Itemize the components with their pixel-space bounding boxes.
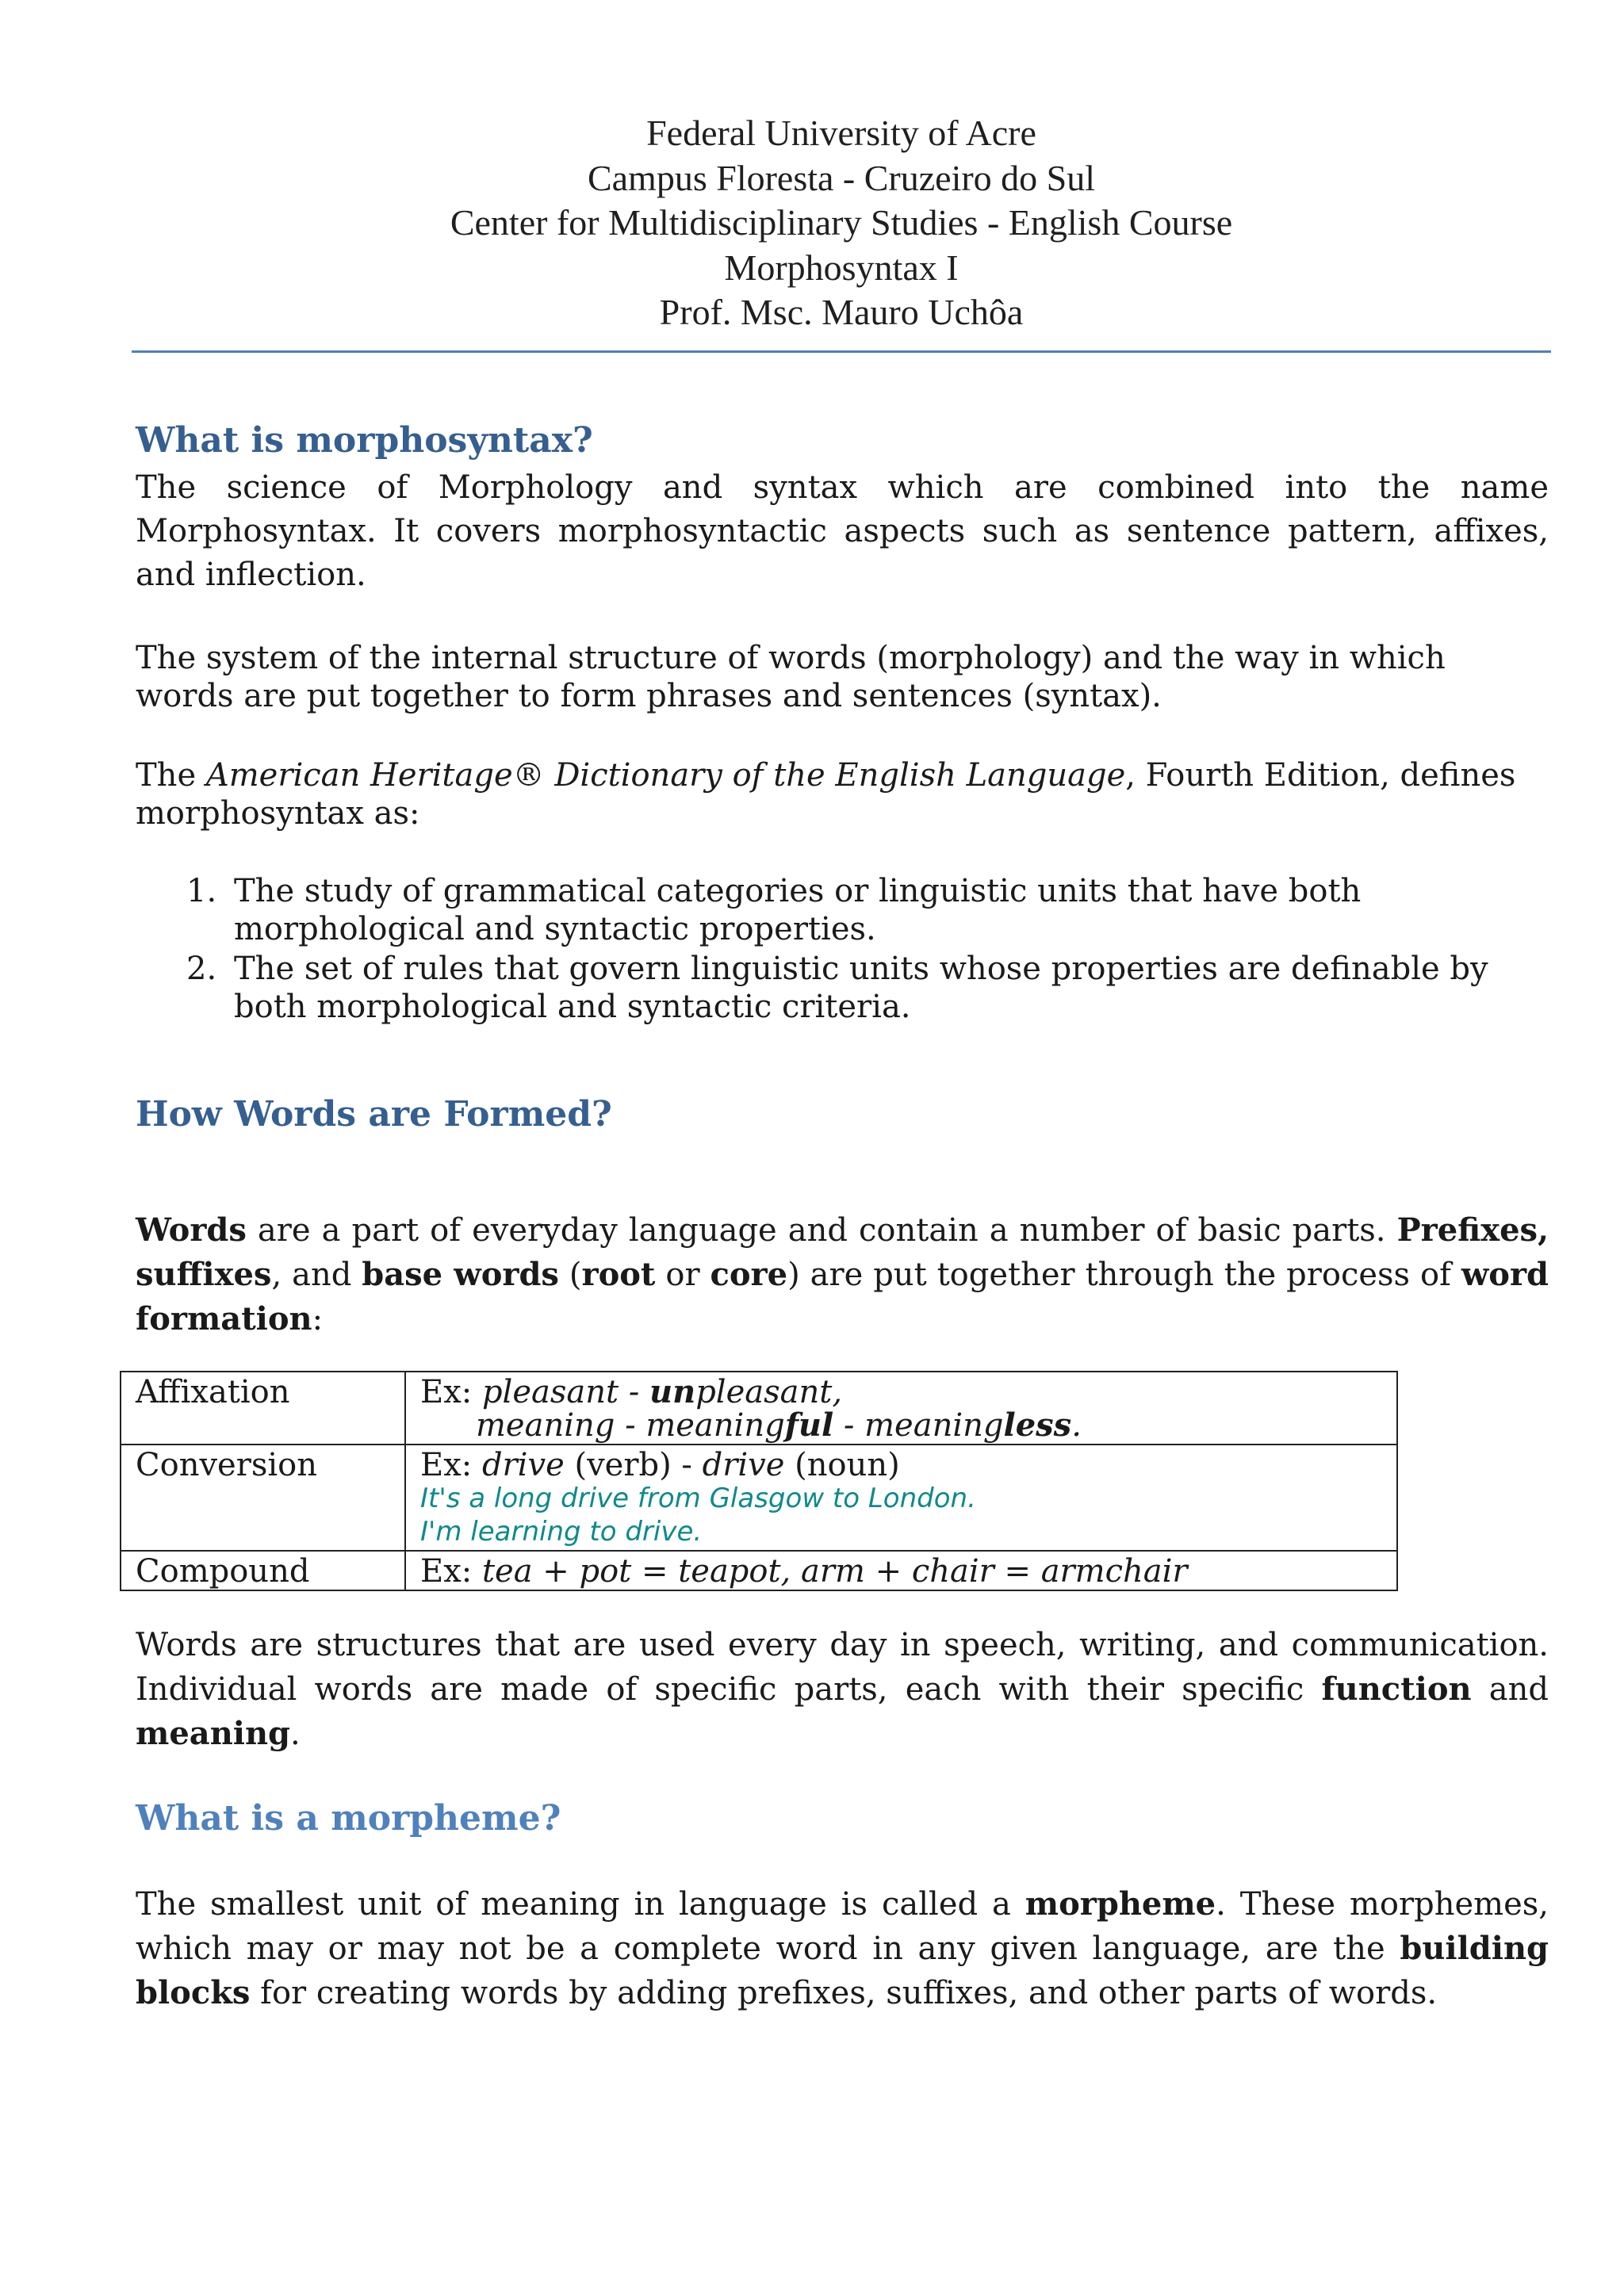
table-row	[121, 1551, 1397, 1590]
text-run: meaning - meaning	[476, 1407, 785, 1444]
document-header	[132, 111, 1551, 335]
paragraph-word-formation	[136, 1208, 1549, 1341]
table-cell-label: Conversion	[121, 1445, 405, 1551]
bold-word-formation: word formation	[136, 1256, 1549, 1337]
bold-affix-ful: ful	[784, 1406, 834, 1444]
bold-function: function	[1321, 1670, 1472, 1708]
list-item	[136, 950, 1549, 1026]
text-run: ) are put together through the process of	[787, 1257, 1461, 1293]
paragraph-morpheme	[136, 1882, 1549, 2015]
conversion-line-1	[420, 1448, 1382, 1482]
text-run: are a part of everyday language and contain a number of basic parts.	[246, 1212, 1397, 1249]
text-run: (verb) -	[564, 1447, 703, 1483]
text-run: for creating words by adding prefixes, suffixes, and other parts of words.	[250, 1975, 1438, 2011]
text-run: . These morphemes, which may or may not be a complete word in any given language, are the	[136, 1886, 1549, 1967]
bold-base-words: base words	[362, 1256, 559, 1293]
center-course: Center for Multidisciplinary Studies - English Course	[450, 202, 1233, 243]
bold-building-blocks: building blocks	[136, 1930, 1549, 2011]
paragraph-word-structures	[136, 1624, 1549, 1756]
text-run: The smallest unit of meaning in language is called a	[136, 1886, 1025, 1923]
list-number: 2.	[186, 951, 217, 987]
dictionary-title: American Heritage® Dictionary of the English Language	[205, 757, 1126, 794]
ex-prefix: Ex:	[420, 1374, 482, 1410]
word-formation-table	[120, 1371, 1398, 1591]
table-cell-example	[405, 1372, 1397, 1445]
text-run: pleasant,	[695, 1374, 843, 1410]
bold-affix-un: un	[649, 1373, 696, 1410]
section-heading-morpheme: What is a morpheme?	[136, 1798, 561, 1839]
text-run: (	[558, 1257, 582, 1293]
list-text: The set of rules that govern linguistic units whose properties are definable by both morphological and syntactic criteria.	[234, 951, 1488, 1025]
compound-example: tea + pot = teapot, arm + chair = armchair	[481, 1553, 1188, 1590]
bold-root: root	[581, 1256, 656, 1293]
table-row	[121, 1372, 1397, 1445]
text-run: (noun)	[784, 1447, 900, 1483]
professor-name: Prof. Msc. Mauro Uchôa	[659, 292, 1024, 332]
paragraph-morphosyntax-intro: The science of Morphology and syntax which are combined into the name Morphosyntax. It covers morphosyntactic aspects such as sentence pattern, affixes, and inflection.	[136, 469, 1549, 593]
text-run: drive	[702, 1447, 785, 1483]
text-run: - meaning	[833, 1407, 1004, 1444]
bold-meaning: meaning	[136, 1715, 291, 1752]
university-name: Federal University of Acre	[646, 113, 1036, 153]
bold-morpheme: morpheme	[1025, 1885, 1216, 1923]
bold-prefixes-suffixes: Prefixes, suffixes	[136, 1211, 1549, 1293]
conversion-example-sentence-2: I'm learning to drive.	[420, 1516, 703, 1548]
bold-core: core	[710, 1256, 788, 1293]
ex-prefix: Ex:	[420, 1553, 482, 1590]
table-cell-label: Compound	[121, 1551, 405, 1590]
conversion-example-sentence-1: It's a long drive from Glasgow to London.	[420, 1483, 976, 1514]
paragraph-dictionary-definition	[136, 756, 1549, 832]
text-run: and	[1471, 1671, 1549, 1708]
text-run: pleasant -	[481, 1374, 650, 1410]
header-divider	[132, 350, 1551, 353]
text-run: or	[655, 1257, 710, 1293]
bold-words: Words	[136, 1211, 247, 1249]
list-text: The study of grammatical categories or linguistic units that have both morphological and syntactic properties.	[234, 873, 1362, 947]
text-run: Words are structures that are used every day in speech, writing, and communication. Individual words are made of specific parts, each with their specific	[136, 1627, 1549, 1708]
ex-prefix: Ex:	[420, 1447, 482, 1483]
subject-title: Morphosyntax I	[724, 247, 959, 288]
affixation-line-2	[420, 1406, 1382, 1444]
text-run: .	[290, 1716, 301, 1752]
dictionary-post: , Fourth Edition, defines morphosyntax as:	[136, 757, 1516, 832]
section-heading-morphosyntax: What is morphosyntax?	[136, 420, 593, 461]
campus-name: Campus Floresta - Cruzeiro do Sul	[587, 157, 1096, 198]
table-row	[121, 1445, 1397, 1551]
paragraph-morphosyntax-system: The system of the internal structure of words (morphology) and the way in which words are put together to form phrases and sentences (syntax).	[136, 640, 1446, 714]
table-cell-example	[405, 1551, 1397, 1590]
list-item	[136, 872, 1549, 948]
affixation-line-1	[420, 1373, 1382, 1410]
text-run: drive	[481, 1447, 565, 1483]
dictionary-pre: The	[136, 757, 206, 794]
definition-list	[136, 872, 1549, 1027]
table-cell-label: Affixation	[121, 1372, 405, 1445]
section-heading-word-formation: How Words are Formed?	[136, 1094, 612, 1135]
bold-affix-less: less	[1003, 1406, 1072, 1444]
text-run: .	[1071, 1407, 1082, 1444]
text-run: , and	[271, 1257, 362, 1293]
text-run: :	[312, 1301, 324, 1337]
list-number: 1.	[186, 873, 217, 909]
table-cell-example	[405, 1445, 1397, 1551]
